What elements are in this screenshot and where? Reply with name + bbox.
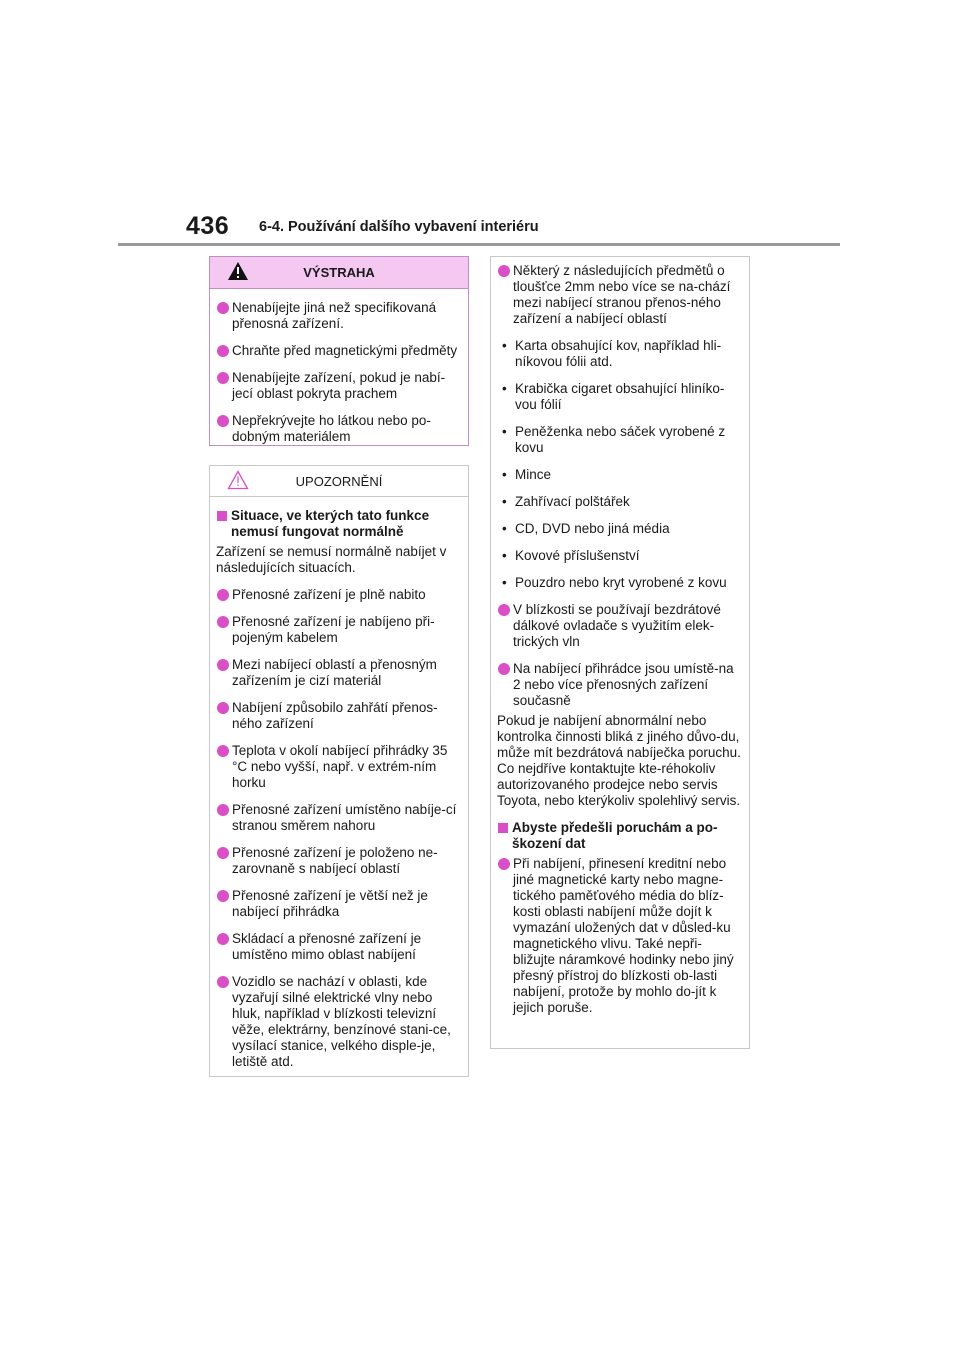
list-item: Přenosné zařízení umístěno nabíje-cí stranou směrem nahoru <box>216 802 462 834</box>
intro-paragraph: Zařízení se nemusí normálně nabíjet v následujících situacích. <box>216 544 447 575</box>
bullet-dot-icon <box>217 976 229 988</box>
list-item: Nenabíjejte jiná než specifikovaná přenosná zařízení. <box>216 300 462 332</box>
small-bullet-icon <box>497 548 515 564</box>
bullet-dot-icon <box>217 847 229 859</box>
list-item: Přenosné zařízení je položeno ne-zarovnaně s nabíjecí oblastí <box>216 845 462 877</box>
sub-list-item: • Mince <box>497 467 743 483</box>
list-item: Přenosné zařízení je větší než je nabíjecí přihrádka <box>216 888 462 920</box>
bullet-dot-icon <box>217 702 229 714</box>
caution-triangle-icon <box>227 470 249 493</box>
caution-header <box>210 466 468 497</box>
list-item: Nenabíjejte zařízení, pokud je nabí-jecí oblast pokryta prachem <box>216 370 462 402</box>
small-bullet-icon <box>497 381 515 397</box>
sub-list-item: • Karta obsahující kov, například hli-níkovou fólii atd. <box>497 338 743 370</box>
sub-list-item: • CD, DVD nebo jiná média <box>497 521 743 537</box>
list-item: Mezi nabíjecí oblastí a přenosným zařízením je cizí materiál <box>216 657 462 689</box>
bullet-dot-icon <box>217 589 229 601</box>
list-item: V blízkosti se používají bezdrátové dálkové ovladače s využitím elek-trických vln <box>497 602 743 650</box>
warning-box <box>209 256 469 446</box>
list-item: Skládací a přenosné zařízení je umístěno mimo oblast nabíjení <box>216 931 462 963</box>
header-divider <box>118 243 840 246</box>
sub-list-item: • Peněženka nebo sáček vyrobené z kovu <box>497 424 743 456</box>
bullet-dot-icon <box>217 804 229 816</box>
caution-continued-box <box>490 256 750 1049</box>
list-item: Nabíjení způsobilo zahřátí přenos-ného zařízení <box>216 700 462 732</box>
sub-list-item: • Zahřívací polštářek <box>497 494 743 510</box>
small-bullet-icon <box>497 521 515 537</box>
small-bullet-icon <box>497 467 515 483</box>
section-heading: Abyste předešli poruchám a po-škození dat <box>497 820 743 852</box>
small-bullet-icon <box>497 424 515 440</box>
list-item: Nepřekrývejte ho látkou nebo po-dobným materiálem <box>216 413 462 445</box>
small-bullet-icon <box>497 575 515 591</box>
warning-header <box>210 257 468 289</box>
sub-list-item: • Pouzdro nebo kryt vyrobené z kovu <box>497 575 743 591</box>
sub-list-item: • Kovové příslušenství <box>497 548 743 564</box>
section-title: 6-4. Používání dalšího vybavení interiéru <box>259 219 539 235</box>
page-number: 436 <box>186 212 230 240</box>
list-item: Při nabíjení, přinesení kreditní nebo jiné magnetické karty nebo magne-tického paměťového média do blíz-kosti oblasti nabíjení může dojít k vymazání uložených dat v důsled-ku magnetického vlivu. Také nepři-bližujte náramkové hodinky nebo jiný přesný přístroj do blízkosti ob-lasti nabíjení, protože by mohlo do-jít k jejich poruše. <box>497 856 743 1016</box>
bullet-dot-icon <box>217 302 229 314</box>
list-item: Vozidlo se nachází v oblasti, kde vyzařují silné elektrické vlny nebo hluk, například v blízkosti televizní věže, elektrárny, benzínové stani-ce, vysílací stanice, velkého disple-je, letiště atd. <box>216 974 462 1070</box>
warning-title: VÝSTRAHA <box>303 265 375 280</box>
list-item: Na nabíjecí přihrádce jsou umístě-na 2 nebo více přenosných zařízení současně <box>497 661 743 709</box>
list-item: Některý z následujících předmětů o tloušťce 2mm nebo více se na-chází mezi nabíjecí stranou přenos-ného zařízení a nabíjecí oblastí <box>497 263 743 327</box>
small-bullet-icon <box>497 494 515 510</box>
list-item: Teplota v okolí nabíjecí přihrádky 35 °C nebo vyšší, např. v extrém-ním horku <box>216 743 462 791</box>
bullet-dot-icon <box>217 616 229 628</box>
list-item: Přenosné zařízení je plně nabito <box>216 587 462 603</box>
list-item: Přenosné zařízení je nabíjeno při-pojeným kabelem <box>216 614 462 646</box>
bullet-dot-icon <box>217 933 229 945</box>
small-bullet-icon <box>497 338 515 354</box>
bullet-dot-icon <box>217 745 229 757</box>
caution-box <box>209 465 469 1077</box>
section-heading: Situace, ve kterých tato funkce nemusí fungovat normálně <box>216 508 462 540</box>
bullet-dot-icon <box>217 659 229 671</box>
warning-triangle-icon <box>227 261 249 284</box>
sub-list-item: • Krabička cigaret obsahující hliníko-vou fólií <box>497 381 743 413</box>
caution-title: UPOZORNĚNÍ <box>295 473 383 489</box>
bullet-dot-icon <box>498 663 510 675</box>
bullet-dot-icon <box>498 858 510 870</box>
square-bullet-icon <box>498 823 508 833</box>
list-item: Chraňte před magnetickými předměty <box>216 343 462 359</box>
malfunction-paragraph: Pokud je nabíjení abnormální nebo kontrolka činnosti bliká z jiného důvo-du, může mít bezdrátová nabíječka poruchu. Co nejdříve kontaktujte kte-réhokoliv autorizovaného prodejce nebo servis Toyota, nebo kterýkoliv spolehlivý servis. <box>497 713 741 808</box>
bullet-dot-icon <box>217 372 229 384</box>
square-bullet-icon <box>217 511 227 521</box>
bullet-dot-icon <box>217 345 229 357</box>
bullet-dot-icon <box>498 265 510 277</box>
bullet-dot-icon <box>217 415 229 427</box>
bullet-dot-icon <box>498 604 510 616</box>
bullet-dot-icon <box>217 890 229 902</box>
